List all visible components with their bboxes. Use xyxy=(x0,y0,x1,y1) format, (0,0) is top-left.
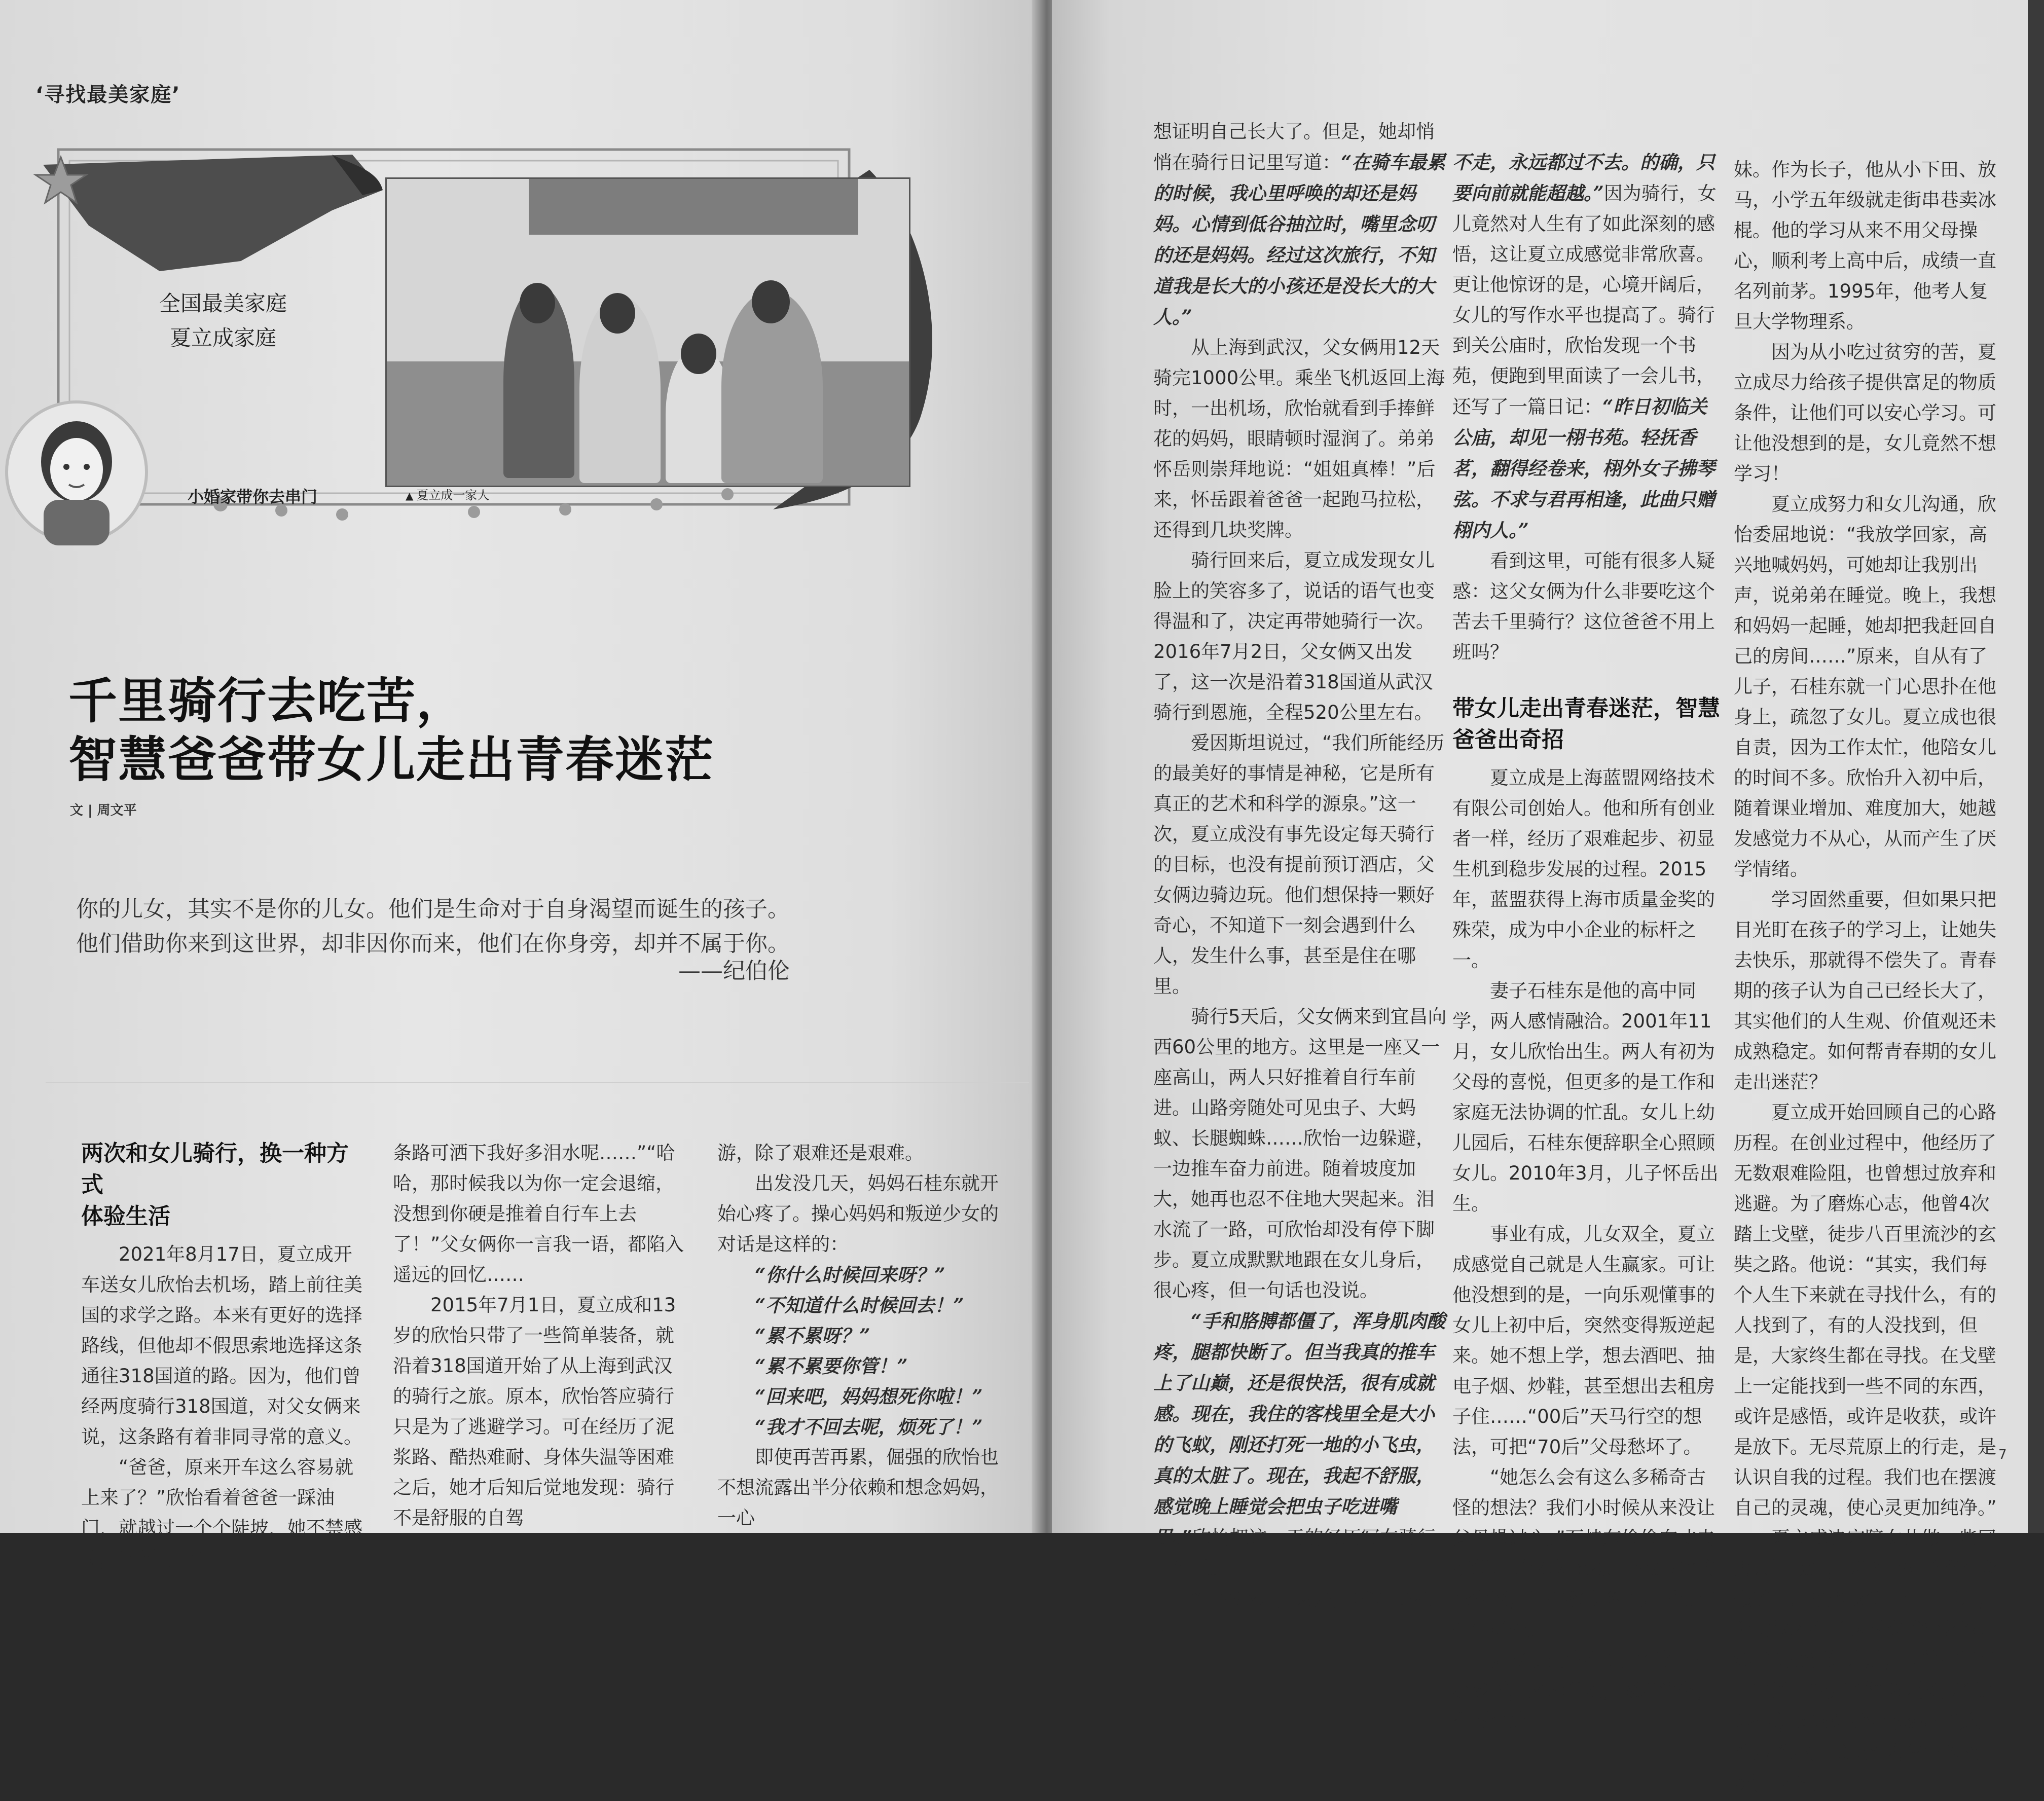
paragraph: 爱因斯坦说过，“我们所能经历的最美好的事情是神秘，它是所有真正的艺术和科学的源泉。”这一次，夏立成没有事先设定每天骑行的目标，也没有提前预订酒店，父女俩边骑边玩。他们想保持一颗好奇心，不知道下一刻会遇到什么人，发生什么事，甚至是住在哪里。 xyxy=(1153,732,1445,997)
quote-line-1: 你的儿女，其实不是你的儿女。他们是生命对于自身渴望而诞生的孩子。 xyxy=(76,896,790,922)
paragraph: 夏立成是上海蓝盟网络技术有限公司创始人。他和所有创业者一样，经历了艰难起步、初显生机到稳步发展的过程。2015年，蓝盟获得上海市质量金奖的殊荣，成为中小企业的标杆之一。 xyxy=(1452,767,1715,971)
paragraph: 夏立成努力和女儿沟通，欣怡委屈地说：“我放学回家，高兴地喊妈妈，可她却让我别出声，说弟弟在睡觉。晚上，我想和妈妈一起睡，她却把我赶回自己的房间……”原来，自从有了儿子，石桂东就一门心思扑在他身上，疏忽了女儿。夏立成也很自责，因为工作太忙，他陪女儿的时间不多。欣怡升入初中后，随着课业增加、难度加大，她越发感觉力不从心，从而产生了厌学情绪。 xyxy=(1734,493,1996,880)
paragraph: 条路可洒下我好多泪水呢……”“哈哈，那时候我以为你一定会退缩，没想到你硬是推着自行车上去了！”父女俩你一言我一语，都陷入遥远的回忆…… xyxy=(393,1142,684,1285)
continue-arrow-icon: ▶ xyxy=(1813,1778,1823,1793)
paragraph: 游，除了艰难还是艰难。 xyxy=(717,1142,924,1164)
dialogue-line: “不知道什么时候回去！” xyxy=(755,1294,964,1316)
right-page xyxy=(1052,0,2028,1794)
award-line-2: 夏立成家庭 xyxy=(169,325,276,350)
dialogue-line: “回来吧，妈妈想死你啦！” xyxy=(755,1385,983,1408)
paragraph: 夏立成开始回顾自己的心路历程。在创业过程中，他经历了无数艰难险阻，也曾想过放弃和逃避。为了磨炼心志，他曾4次踏上戈壁，徒步八百里流沙的玄奘之路。他说：“其实，我们每个人生下来就在寻找什么，有的人找到了，有的人没找到，但是，大家终生都在寻找。在戈壁上一定能找到一些不同的东西，或许是感悟，或许是收获，或许是放下。无尽荒原上的行走，是认识自我的过程。我们也在摆渡自己的灵魂，使心灵更加纯净。” xyxy=(1734,1101,1997,1519)
dialogue-line: “累不累要你管！” xyxy=(755,1355,908,1377)
right-column-1 xyxy=(1153,117,1447,1644)
paragraph: 2021年8月17日，夏立成开车送女儿欣怡去机场，踏上前往美国的求学之路。本来有更好的选择路线，但他却不假思索地选择这条通往318国道的路。因为，他们曾经两度骑行318国道，对父女俩来说，这条路有着非同寻常的意义。 xyxy=(81,1243,362,1448)
paragraph: 从上海到武汉，父女俩用12天骑完1000公里。乘坐飞机返回上海时，一出机场，欣怡就看到手捧鲜花的妈妈，眼睛顿时湿润了。弟弟怀岳则崇拜地说：“姐姐真棒！”后来，怀岳跟着爸爸一起跑马拉松，还得到几块奖牌。 xyxy=(1153,337,1445,541)
paragraph: 看到这里，可能有很多人疑惑：这父女俩为什么非要吃这个苦去千里骑行？这位爸爸不用上班吗？ xyxy=(1452,550,1715,663)
right-column-3 xyxy=(1734,155,2002,1801)
paragraph: 夏立成出生在黑龙江的一个小乡村，父母务农，家境清贫，有两个妹 xyxy=(1452,1649,1715,1732)
photo-caption: ▲ 夏立成一家人 xyxy=(406,488,490,502)
award-title xyxy=(117,286,330,355)
family-photo xyxy=(385,177,910,487)
subheading: 两次和女儿骑行，换一种方式 体验生活 xyxy=(81,1141,349,1229)
right-column-2 xyxy=(1452,147,1721,1736)
paragraph: 因为从小吃过贫穷的苦，夏立成尽力给孩子提供富足的物质条件，让他们可以安心学习。可让他没想到的是，女儿竟然不想学习！ xyxy=(1734,341,1996,485)
host-avatar xyxy=(5,400,148,543)
paragraph: 不走，永远都过不去。的确，只要向前就能超越。”因为骑行，女儿竟然对人生有了如此深刻的感悟，这让夏立成感觉非常欣喜。更让他惊讶的是，心境开阔后，女儿的写作水平也提高了。骑行到关公庙时，欣怡发现一个书苑，便跑到里面读了一会儿书，还写了一篇日记：“昨日初临关公庙，却见一栩书苑。轻抚香茗，翻得经卷来，栩外女子拂琴弦。不求与君再相逢，此曲只赠栩内人。” xyxy=(1452,151,1717,541)
paragraph: “她怎么会有这么多稀奇古怪的想法？我们小时候从来没让父母操过心。”石桂东偷偷向丈夫抱怨。夏立成虽然是一位成功的企业家，但在教育孩子方面没有任何经验。 xyxy=(1452,1466,1716,1640)
triangle-icon: ▲ xyxy=(406,490,414,502)
paragraph: 2015年7月1日，夏立成和13岁的欣怡只带了一些简单装备，就沿着318国道开始了从上海到武汉的骑行之旅。原本，欣怡答应骑行只是为了逃避学习。可在经历了泥浆路、酷热难耐、身体失温等困难之后，她才后知后觉地发现：骑行不是舒服的自驾 xyxy=(393,1294,676,1529)
headline-line-2: 智慧爸爸带女儿走出青春迷茫 xyxy=(68,731,714,788)
left-column-2 xyxy=(393,1138,687,1533)
divider xyxy=(46,1082,1029,1083)
paragraph: 想证明自己长大了。但是，她却悄悄在骑行日记里写道：“在骑车最累的时候，我心里呼唤的却还是妈妈。心情到低谷抽泣时，嘴里念叨的还是妈妈。经过这次旅行，不知道我是长大的小孩还是没长大的大人。” xyxy=(1153,121,1446,328)
cartoon-woman-icon xyxy=(8,403,145,540)
paragraph: 事业有成，儿女双全，夏立成感觉自己就是人生赢家。可让他没想到的是，一向乐观懂事的女儿上初中后，突然变得叛逆起来。她不想上学，想去酒吧、抽电子烟、炒鞋，甚至想出去租房子住……“00后”天马行空的想法，可把“70后”父母愁坏了。 xyxy=(1452,1223,1715,1458)
paragraph: 学习固然重要，但如果只把目光盯在孩子的学习上，让她失去快乐，那就得不偿失了。青春期的孩子认为自己已经长大了，其实他们的人生观、价值观还未成熟稳定。如何帮青春期的女儿走出迷茫？ xyxy=(1734,889,1996,1093)
paragraph: “山在这儿，人走，才能过去；人 xyxy=(1153,1588,1446,1640)
paragraph: 夏立成决定陪女儿做一些同龄人没做过，甚至一辈子都不会做的事，帮她找到自己。于是，父女俩才有了这两次骑行之旅。第二次骑行结束后，欣怡在日记中写道：“今年的12天加去年的12天，这24天彻底改变了我。但愿今后，我应对人生中的挫折，也能 ▶ xyxy=(1734,1527,1996,1794)
dialogue-line: “累不累呀？” xyxy=(755,1325,870,1347)
paragraph: 即使再苦再累，倔强的欣怡也不想流露出半分依赖和想念妈妈，一心 xyxy=(717,1446,999,1529)
dialogue-line: “我才不回去呢，烦死了！” xyxy=(755,1416,983,1438)
headline-line-1: 千里骑行去吃苦， xyxy=(68,672,466,729)
dialogue-line: “你什么时候回来呀？” xyxy=(755,1264,945,1286)
subheading: 带女儿走出青春迷茫，智慧 爸爸出奇招 xyxy=(1452,695,1720,753)
quote-author: ——纪伯伦 xyxy=(678,958,790,984)
left-page xyxy=(0,0,1044,1569)
byline: 文 | 周文平 xyxy=(70,803,137,818)
paragraph: 出发没几天，妈妈石桂东就开始心疼了。操心妈妈和叛逆少女的对话是这样的： xyxy=(717,1172,999,1255)
section-tag: ‘寻找最美家庭’ xyxy=(35,83,181,106)
epigraph-quote xyxy=(76,892,790,984)
paragraph: 妻子石桂东是他的高中同学，两人感情融洽。2001年11月，女儿欣怡出生。两人有初为父母的喜悦，但更多的是工作和家庭无法协调的忙乱。女儿上幼儿园后，石桂东便辞职全心照顾女儿。2010年3月，儿子怀岳出生。 xyxy=(1452,980,1719,1215)
left-column-1 xyxy=(81,1138,365,1574)
left-column-3 xyxy=(717,1138,1001,1533)
article-headline xyxy=(68,672,714,789)
paragraph: 骑行5天后，父女俩来到宜昌向西60公里的地方。这里是一座又一座高山，两人只好推着自行车前进。山路旁随处可见虫子、大蚂蚁、长腿蜘蛛……欣怡一边躲避，一边推车奋力前进。随着坡度加大，她再也忍不住地大哭起来。泪水流了一路，可欣怡却没有停下脚步。夏立成默默地跟在女儿身后，很心疼，但一句话也没说。 xyxy=(1153,1006,1447,1301)
column-label: 小婚家带你去串门 xyxy=(188,487,318,506)
paragraph: 妹。作为长子，他从小下田、放马，小学五年级就走街串巷卖冰棍。他的学习从来不用父母操心，顺利考上高中后，成绩一直名列前茅。1995年，他考人复旦大学物理系。 xyxy=(1734,159,1996,333)
award-line-1: 全国最美家庭 xyxy=(159,291,287,316)
quote-line-2: 他们借助你来到这世界，却非因你而来，他们在你身旁，却并不属于你。 xyxy=(76,931,790,957)
background-edge xyxy=(2028,0,2044,1533)
page-number: 7 xyxy=(1998,1447,2007,1462)
paragraph: “手和胳膊都僵了，浑身肌肉酸疼，腿都快断了。但当我真的推车上了山巅，还是很快活，很有成就感。现在，我住的客栈里全是大小的飞蚁，刚还打死一地的小飞虫，真的太脏了。现在，我起不舒服，感觉晚上睡觉会把虫子吃进嘴里。”欣怡把这一天的经历写在骑行日记里。 xyxy=(1153,1310,1446,1579)
paragraph: “爸爸，原来开车这么容易就上来了？”欣怡看着爸爸一踩油门，就越过一个个陡坡，她不禁感慨，“当年，这 xyxy=(81,1456,362,1569)
paragraph: 骑行回来后，夏立成发现女儿脸上的笑容多了，说话的语气也变得温和了，决定再带她骑行一次。2016年7月2日，父女俩又出发了，这一次是沿着318国道从武汉骑行到恩施，全程520公里左右。 xyxy=(1153,549,1435,723)
feature-frame xyxy=(28,134,966,530)
